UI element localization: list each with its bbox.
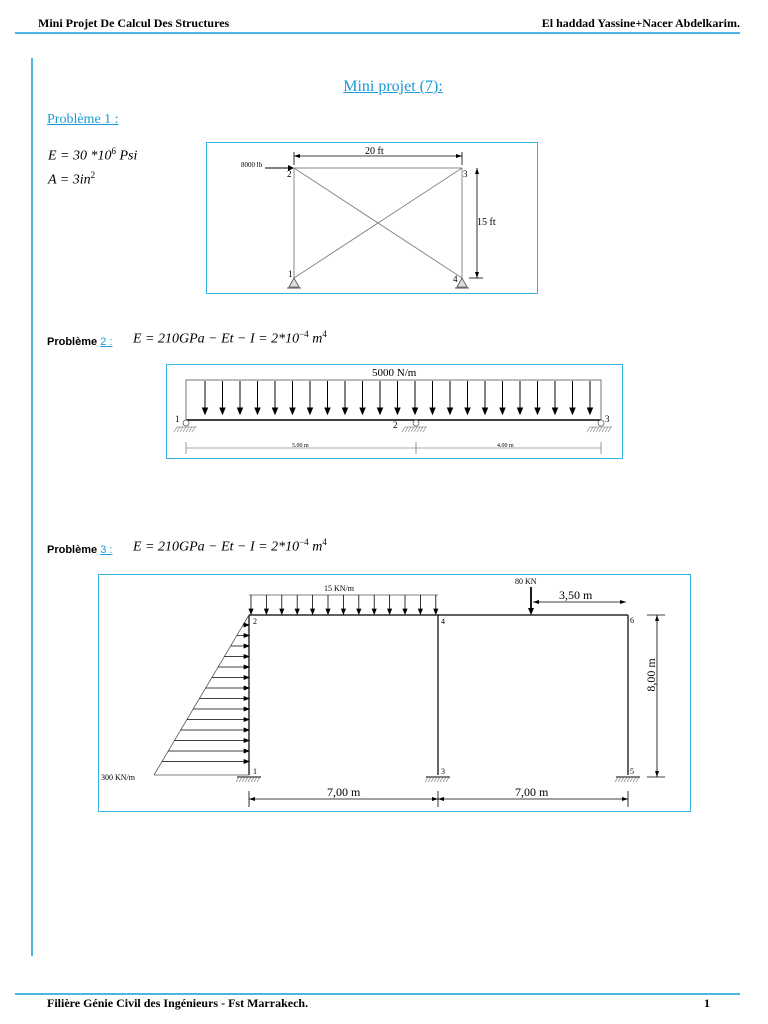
problem-1-figure: [206, 142, 538, 294]
p2-span-1: 5.00 m: [292, 443, 309, 449]
p1-width-label: 20 ft: [365, 146, 384, 157]
p3-node-6: 6: [630, 616, 634, 625]
p3-dist-load-label: 15 KN/m: [324, 584, 354, 593]
p3-node-3: 3: [441, 767, 445, 776]
p3-node-1: 1: [253, 767, 257, 776]
p1-support-1: [287, 278, 301, 288]
p3-tri-load-label: 300 KN/m: [101, 773, 135, 782]
problem-1-modulus: E = 30 $*10^6$ Psi: [48, 146, 138, 164]
p2-node-3: 3: [605, 414, 610, 424]
p2-node-1: 1: [175, 414, 180, 424]
p3-height-label: 8,00 m: [644, 658, 658, 692]
p3-span-2: 7,00 m: [515, 785, 549, 799]
p3-span-1: 7,00 m: [327, 785, 361, 799]
footer-institution: Filière Génie Civil des Ingénieurs - Fst Marrakech.: [47, 996, 309, 1010]
problem-2-equation: $E = 210GPa - Et - I = 2*10^{-4}$ $m^4$: [133, 329, 327, 347]
page-title: Mini projet (7):: [343, 78, 443, 95]
p2-load-label: 5000 N/m: [372, 367, 417, 379]
header-authors: El haddad Yassine+Nacer Abdelkarim.: [541, 16, 740, 30]
p2-node-2: 2: [393, 420, 398, 430]
footer-rule: [15, 993, 740, 995]
p3-point-load-label: 80 KN: [515, 577, 537, 586]
p1-load-label: 8000 lb: [241, 161, 263, 169]
problem-3-figure: [98, 574, 691, 812]
problem-3-label: Problème 3 :: [47, 544, 113, 556]
p1-node-4: 4: [453, 274, 458, 284]
problem-1-label: Problème 1 :: [47, 112, 119, 127]
problem-2-figure: [166, 364, 623, 459]
problem-1-area: $A = 3in^2$: [48, 170, 96, 188]
p3-node-2: 2: [253, 617, 257, 626]
p1-node-2: 2: [287, 169, 292, 179]
page-number: 1: [704, 996, 710, 1010]
p3-offset-label: 3,50 m: [559, 588, 593, 602]
header-title: Mini Projet De Calcul Des Structures: [38, 16, 230, 30]
left-margin-rule: [31, 58, 33, 956]
p1-height-label: 15 ft: [477, 217, 496, 228]
p1-node-1: 1: [288, 269, 293, 279]
header-rule: [15, 32, 740, 34]
p3-node-5: 5: [630, 767, 634, 776]
problem-2-label: Problème 2 :: [47, 336, 113, 348]
p1-node-3: 3: [463, 169, 468, 179]
problem-3-equation: $E = 210GPa - Et - I = 2*10^{-4}$ $m^4$: [133, 537, 327, 555]
p2-span-2: 4.00 m: [497, 443, 514, 449]
p3-node-4: 4: [441, 617, 445, 626]
